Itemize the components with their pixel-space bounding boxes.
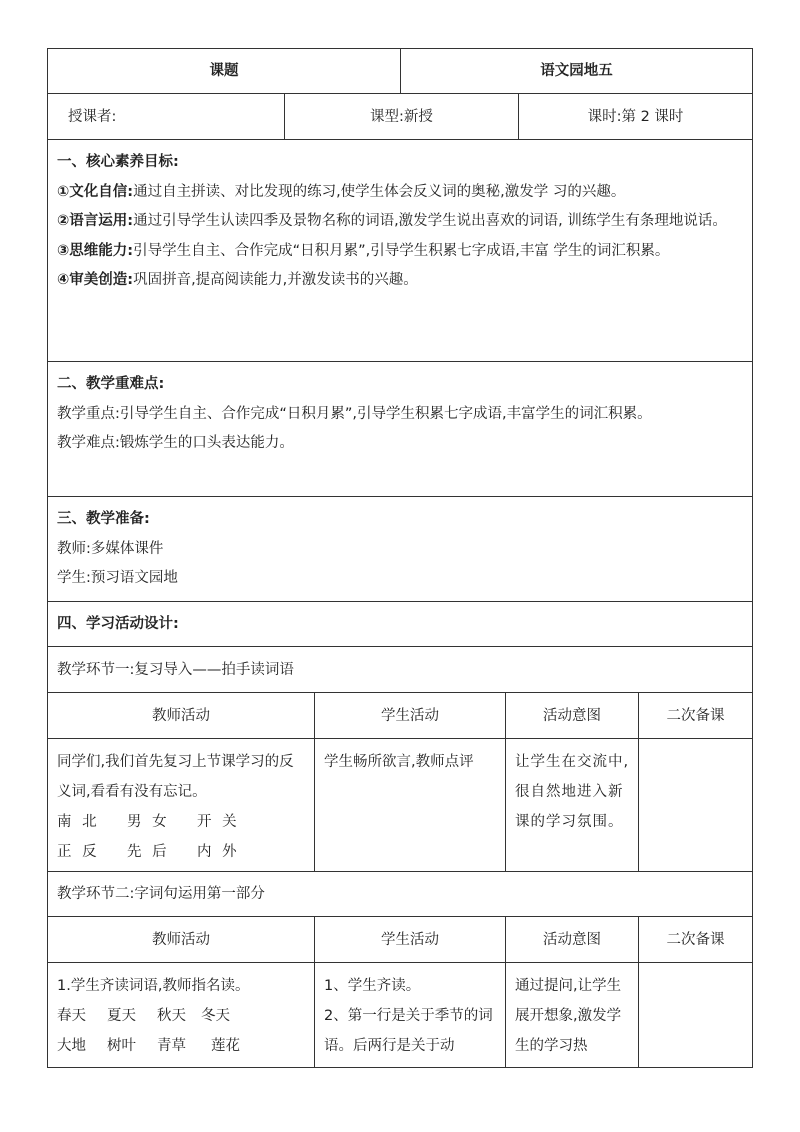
goal-label: ①文化自信: (57, 183, 134, 200)
prep-section (47, 497, 753, 602)
section1-title: 教学环节一:复习导入——拍手读词语 (57, 661, 294, 678)
key-points-title: 二、教学重难点: (57, 376, 165, 392)
topic-value: 语文园地五 (400, 49, 752, 93)
topic-row (47, 48, 753, 94)
word-row (57, 1001, 306, 1031)
section2-body-row (47, 963, 753, 1068)
goal-item (57, 266, 742, 296)
section1-intent-cell (505, 739, 638, 871)
key-points-block (48, 362, 752, 465)
section2-teacher-cell (48, 963, 314, 1067)
word-pair: 南 北 (57, 814, 100, 830)
goal-item (57, 178, 742, 208)
section2-student-line: 1、学生齐读。 (324, 978, 421, 994)
col-teacher-activity: 教师活动 (152, 931, 210, 948)
prep-teacher: 教师:多媒体课件 (57, 540, 164, 557)
section1-student-text: 学生畅所欲言,教师点评 (324, 754, 474, 770)
section1-notes-cell (638, 739, 752, 871)
section2-student-line: 2、第一行是关于季节的词语。后两行是关于动 (324, 1008, 493, 1054)
word-pair: 开 关 (197, 814, 240, 830)
word-item: 大地 (57, 1038, 86, 1054)
col-notes: 二次备课 (638, 693, 752, 738)
goal-item (57, 207, 742, 237)
topic-label: 课题 (209, 63, 239, 79)
col-student-activity: 学生活动 (314, 693, 505, 738)
word-item: 夏天 (107, 1008, 136, 1024)
word-pair: 男 女 (127, 814, 170, 830)
key-difficulty: 教学难点:锻炼学生的口头表达能力。 (57, 435, 294, 451)
section2-title: 教学环节二:字词句运用第一部分 (57, 886, 265, 902)
word-pair: 内 外 (197, 844, 240, 860)
section1-teacher-cell (48, 739, 314, 871)
word-row (57, 807, 306, 837)
section2-teacher-intro: 1.学生齐读词语,教师指名读。 (57, 978, 250, 994)
lesson-type: 课型:新授 (284, 94, 518, 139)
section2-notes-cell (638, 963, 752, 1067)
section1-header-row (47, 693, 753, 739)
word-row (57, 837, 306, 867)
section2-intent-text: 通过提问,让学生展开想象,激发学生的学习热 (515, 978, 622, 1054)
word-item: 春天 (57, 1008, 86, 1024)
prep-block (48, 497, 752, 600)
word-row (57, 1031, 306, 1061)
goal-text: 巩固拼音,提高阅读能力,并激发读书的兴趣。 (133, 272, 418, 288)
lesson-plan-table (47, 48, 753, 1068)
goal-label: ②语言运用: (57, 213, 134, 229)
col-intent: 活动意图 (505, 917, 638, 962)
section2-student-cell (314, 963, 505, 1067)
col-intent: 活动意图 (505, 693, 638, 738)
goals-block (48, 140, 752, 302)
col-teacher-activity: 教师活动 (152, 707, 210, 724)
key-points-section (47, 362, 753, 497)
word-pair: 正 反 (57, 844, 100, 860)
section1-title-row (47, 647, 753, 693)
word-pair: 先 后 (127, 844, 170, 860)
section2-title-row (47, 872, 753, 917)
goal-label: ④审美创造: (57, 272, 134, 288)
section2-intent-cell (505, 963, 638, 1067)
teacher-label: 授课者: (68, 108, 117, 125)
prep-student: 学生:预习语文园地 (57, 570, 178, 586)
goal-label: ③思维能力: (57, 242, 134, 259)
word-item: 冬天 (201, 1008, 230, 1024)
word-item: 树叶 (107, 1038, 136, 1054)
design-title: 四、学习活动设计: (57, 616, 179, 632)
col-student-activity: 学生活动 (314, 917, 505, 962)
goal-item (57, 237, 742, 267)
word-item: 莲花 (211, 1038, 240, 1054)
lesson-period: 课时:第 2 课时 (518, 94, 752, 139)
goals-title: 一、核心素养目标: (57, 154, 179, 170)
prep-title: 三、教学准备: (57, 511, 150, 527)
meta-row (47, 94, 753, 140)
design-title-row (47, 602, 753, 647)
section1-teacher-text: 同学们,我们首先复习上节课学习的反义词,看看有没有忘记。 (57, 754, 294, 800)
goal-text: 引导学生自主、合作完成“日积月累”,引导学生积累七字成语,丰富 学生的词汇积累。 (133, 242, 670, 259)
goal-text: 通过自主拼读、对比发现的练习,使学生体会反义词的奥秘,激发学 习的兴趣。 (133, 183, 626, 200)
section1-student-cell (314, 739, 505, 871)
section2-header-row (47, 917, 753, 963)
section1-intent-text: 让学生在交流中,很自然地进入新课的学习氛围。 (515, 754, 630, 830)
word-item: 青草 (157, 1038, 186, 1054)
goals-section (47, 140, 753, 362)
word-item: 秋天 (157, 1008, 186, 1024)
key-focus: 教学重点:引导学生自主、合作完成“日积月累”,引导学生积累七字成语,丰富学生的词汇积累。 (57, 405, 652, 422)
section1-body-row (47, 739, 753, 872)
goal-text: 通过引导学生认读四季及景物名称的词语,激发学生说出喜欢的词语, 训练学生有条理地说话。 (133, 213, 727, 229)
col-notes: 二次备课 (638, 917, 752, 962)
